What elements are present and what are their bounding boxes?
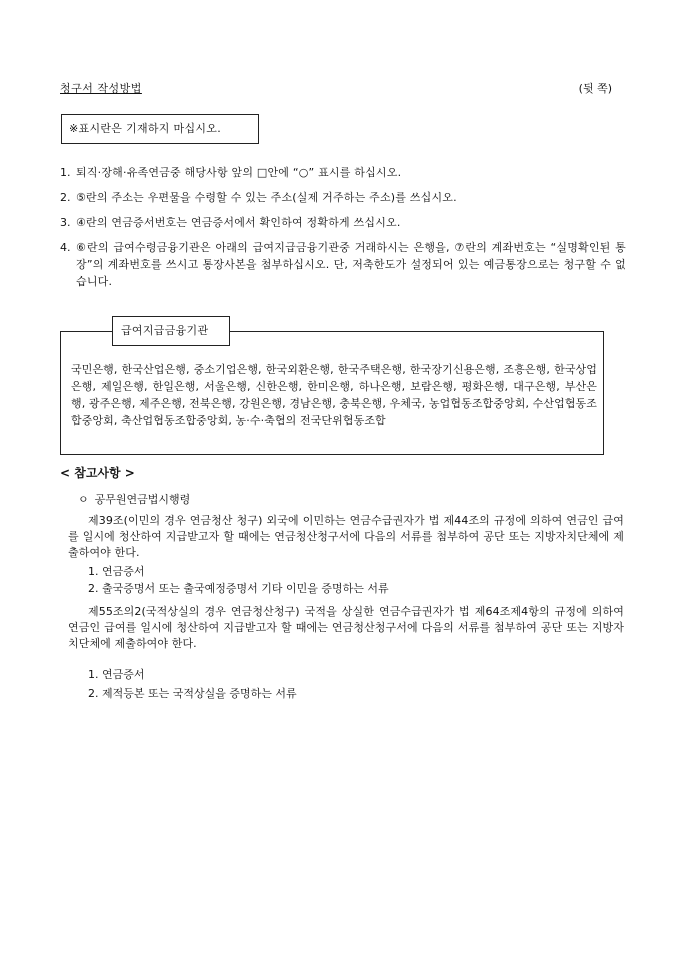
article-55-2-text: 제55조의2(국적상실의 경우 연금청산청구) 국적을 상실한 연금수급권자가 법 제64조제4항의 규정에 의하여 연금인 급여를 일시에 청산하여 지급받고자 할 때에는 연금청산청구서에 다음의 서류를 첨부하여 공단 또는 지방자치단체에 제출하여야 한다.	[68, 605, 624, 650]
notice-box: ※표시란은 기재하지 마십시오.	[61, 114, 259, 144]
page-side-label: (뒷 쪽)	[578, 82, 612, 95]
article-list-item: 1. 연금증서	[88, 668, 145, 681]
page-title: 청구서 작성방법	[60, 82, 142, 95]
instruction-number: 3.	[60, 216, 71, 229]
instruction-number: 1.	[60, 166, 71, 179]
instruction-item	[60, 189, 626, 206]
instruction-text: 퇴직·장해·유족연금중 해당사항 앞의 □안에 “○” 표시를 하십시오.	[76, 166, 402, 179]
article-list-item: 2. 제적등본 또는 국적상실을 증명하는 서류	[88, 687, 297, 700]
article-list-item: 1. 연금증서	[88, 565, 145, 578]
instruction-item	[60, 214, 626, 231]
instruction-number: 4.	[60, 241, 71, 254]
reference-heading: < 참고사항 >	[60, 466, 135, 480]
box-border-segment	[230, 331, 604, 332]
bank-box-legend: 급여지급금융기관	[112, 316, 230, 346]
instruction-text: ④란의 연금증서번호는 연금증서에서 확인하여 정확하게 쓰십시오.	[76, 216, 401, 229]
instruction-list	[60, 164, 626, 298]
box-border-segment	[60, 331, 112, 332]
instruction-text: ⑤란의 주소는 우편물을 수령할 수 있는 주소(실제 거주하는 주소)를 쓰십시오.	[76, 191, 457, 204]
bullet-mark: ㅇ	[78, 493, 89, 506]
instruction-item	[60, 239, 626, 290]
instruction-item	[60, 164, 626, 181]
reference-subtitle	[78, 491, 190, 507]
instruction-number: 2.	[60, 191, 71, 204]
bank-list-box	[60, 324, 604, 455]
bank-list-text: 국민은행, 한국산업은행, 중소기업은행, 한국외환은행, 한국주택은행, 한국장기신용은행, 조흥은행, 한국상업은행, 제일은행, 한일은행, 서울은행, 신한은행, 한미은행, 하나은행, 보람은행, 평화은행, 대구은행, 부산은행, 광주은행, 제주은행, 전북은행, 강원은행, 경남은행, 충북은행, 우체국, 농업협동조합중앙회, 수산업협동조합중앙회, 축산업협동조합중앙회, 농·수·축협의 전국단위협동조합	[71, 363, 597, 427]
reference-law-name: 공무원연금법시행령	[94, 493, 191, 506]
article-39-text: 제39조(이민의 경우 연금청산 청구) 외국에 이민하는 연금수급권자가 법 제44조의 규정에 의하여 연금인 급여를 일시에 청산하여 지급받고자 할 때에는 연금청산청구서에 다음의 서류를 첨부하여 공단 또는 지방자치단체에 제출하여야 한다.	[68, 514, 624, 559]
instruction-text: ⑥란의 급여수령금융기관은 아래의 급여지급금융기관중 거래하시는 은행을, ⑦란의 계좌번호는 “실명확인된 통장”의 계좌번호를 쓰시고 통장사본을 첨부하십시오. 단, 저축한도가 설정되어 있는 예금통장으로는 청구할 수 없습니다.	[76, 241, 626, 288]
article-list-item: 2. 출국증명서 또는 출국예정증명서 기타 이민을 증명하는 서류	[88, 582, 389, 595]
